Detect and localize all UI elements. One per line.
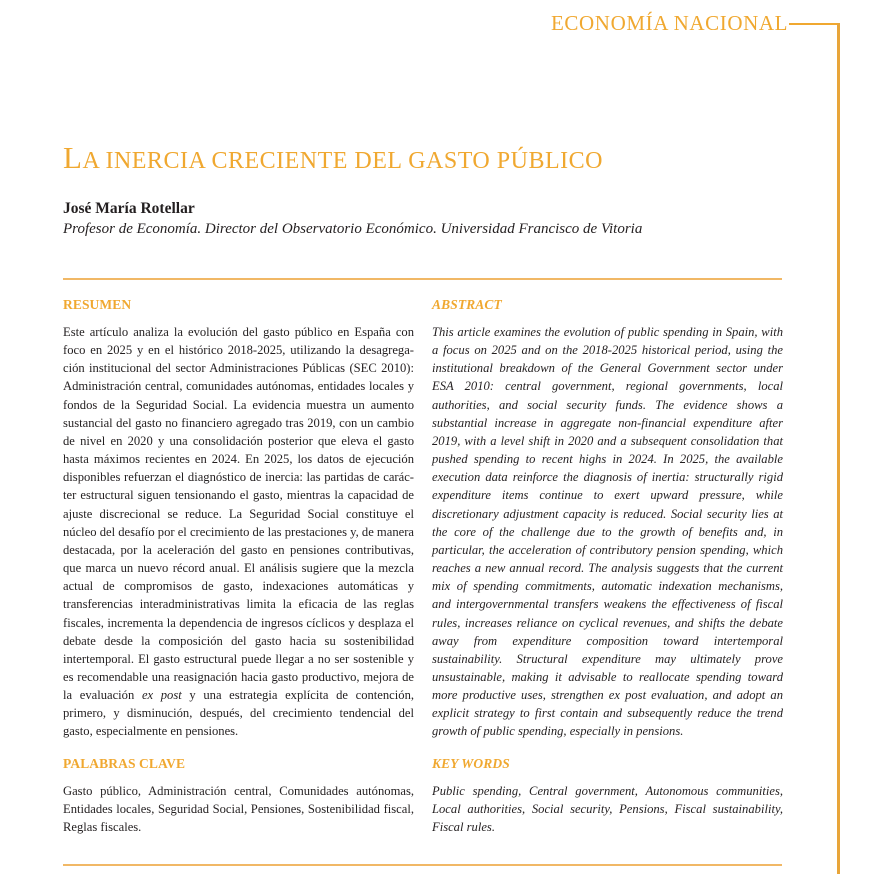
- divider-top: [63, 278, 782, 280]
- title-initial: L: [63, 140, 83, 175]
- divider-bottom: [63, 864, 782, 866]
- abstract-text: This article examines the evolution of public spending in Spain, with a focus on 2025 and on the 2018-2025 historical period, using the institutional breakdown of the General Government sector under ESA 2010: central government, regional governments, local authorities, and social security funds. The evidence shows a substantial increase in aggregate non-financial expenditure after 2019, with a level shift in 2020 and a subsequent consolidation that pushed spending to recent highs in 2024. In 2025, the available execution data reinforce the diagnosis of inertia: structurally rigid expenditure items continue to exert upward pressure, while discretionary adjustment capacity is reduced. Social security lies at the core of the challenge due to the growth of benefits and, in particular, the acceleration of contributory pension spending, which reaches a new annual record. The analysis suggests that the current mix of spending commitments, automatic indexation mechanisms, and intergovernmental transfers weakens the effectiveness of fiscal rules, increases reliance on cyclical revenues, and shifts the debate away from expenditure composition toward intertemporal sustainability. Structural expenditure may ultimately prove unsustainable, making it advisable to reallocate spending toward more productive uses, strengthen ex post evaluation, and adopt an explicit strategy to first contain and subsequently reduce the trend growth of public spending, especially in pensions.: [432, 325, 783, 739]
- section-label: ECONOMÍA NACIONAL: [551, 11, 789, 35]
- author-affiliation: Profesor de Economía. Director del Observatorio Económico. Universidad Francisco de Vitoria: [63, 221, 643, 237]
- resumen-text-part2: y una estrategia explícita de contención, primero, y disminución, después, del crecimiento tendencial del gasto, especialmente en pensiones.: [63, 688, 415, 739]
- corner-rule-vertical: [837, 23, 840, 874]
- abstract-heading: ABSTRACT: [432, 297, 502, 312]
- resumen-italic-term: ex post: [141, 688, 182, 703]
- author-name: José María Rotellar: [63, 200, 195, 217]
- abstract-column: [432, 296, 783, 836]
- resumen-text: [63, 323, 414, 741]
- title-rest: A INERCIA CRECIENTE DEL GASTO PÚBLICO: [82, 148, 603, 174]
- key-words-text: Public spending, Central government, Autonomous communities, Local authorities, Social security, Pensions, Fiscal sustainability, Fiscal rules.: [432, 783, 783, 834]
- palabras-clave-text: Gasto público, Administración central, Comunidades autónomas, Entidades locales, Seguridad Social, Pensiones, Sostenibilidad fiscal, Reglas fiscales.: [63, 783, 414, 834]
- corner-rule-horizontal: [789, 23, 840, 25]
- palabras-clave-heading: PALABRAS CLAVE: [63, 755, 186, 771]
- article-title: [63, 140, 603, 176]
- resumen-text-part1: Este artículo analiza la evolución del gasto público en España con foco en 2025 y en el histórico 2018-2025, utilizando la desagregación institucional del sector Administraciones Públicas (SEC 2010): Administración central, comunidades autónomas, entidades locales y fondos de la Seguridad Social. La evidencia muestra un aumento sustancial del gasto no financiero agregado tras 2019, con un cambio de nivel en 2020 y una consolidación posterior que eleva el gasto hasta máximos recientes en 2024. En 2025, los datos de ejecución disponibles refuerzan el diagnóstico de inercia: las partidas de carácter estructural siguen tensionando el gasto, mientras la capacidad de ajuste discrecional se reduce. La Seguridad Social constituye el núcleo del desafío por el crecimiento de las prestaciones y, de manera destacada, por la aceleración del gasto en pensiones contributivas, que marca un nuevo récord anual. El análisis sugiere que la mezcla actual de compromisos de gasto, indexaciones automáticas y transferencias interadministrativas limita la eficacia de las reglas fiscales, incrementa la dependencia de ingresos cíclicos y desplaza el debate desde la composición del gasto hacia su sostenibilidad intertemporal. El gasto estructural puede llegar a no ser sostenible y es recomendable una reasignación hacia gasto productivo, mejora de la evaluación: [63, 325, 414, 703]
- key-words-heading: KEY WORDS: [432, 755, 510, 771]
- resumen-heading: RESUMEN: [63, 297, 132, 312]
- resumen-column: [63, 296, 414, 836]
